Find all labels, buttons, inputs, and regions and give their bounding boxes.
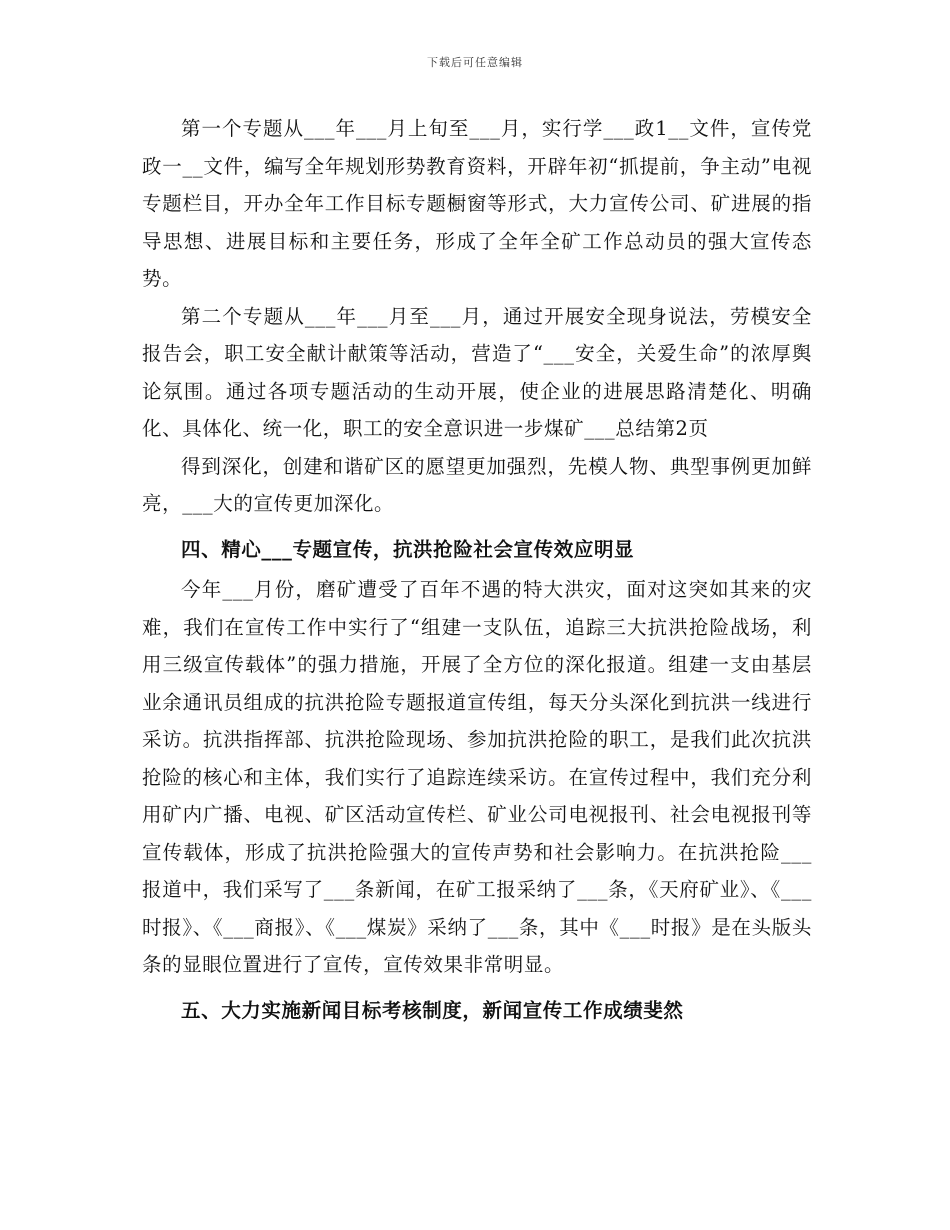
paragraph-topic-two: 第二个专题从___年___月至___月，通过开展安全现身说法，劳模安全报告会，职工安全献计献策等活动，营造了“___安全，关爱生命”的浓厚舆论氛围。通过各项专题活动的生动开展，使企业的进展思路清楚化、明确化、具体化、统一化，职工的安全意识进一步煤矿___总结第2页 (142, 304, 812, 440)
section-heading-four: 四、精心___专题宣传，抗洪抢险社会宣传效应明显 (181, 537, 635, 561)
paragraph-topic-one: 第一个专题从___年___月上旬至___月，实行学___政1__文件，宣传党政一__文件，编写全年规划形势教育资料，开辟年初“抓提前，争主动”电视专题栏目，开办全年工作目标专题橱窗等形式，大力宣传公司、矿进展的指导思想、进展目标和主要任务，形成了全年全矿工作总动员的强大宣传态势。 (142, 117, 812, 290)
section-heading-five: 五、大力实施新闻目标考核制度，新闻宣传工作成绩斐然 (181, 998, 684, 1022)
paragraph-continuation: 得到深化，创建和谐矿区的愿望更加强烈，先模人物、典型事例更加鲜亮，___大的宣传更加深化。 (142, 454, 812, 515)
document-body (142, 110, 812, 1032)
page-header: 下载后可任意编辑 (427, 56, 523, 69)
paragraph-section-four: 今年___月份，磨矿遭受了百年不遇的特大洪灾，面对这突如其来的灾难，我们在宣传工作中实行了“组建一支队伍，追踪三大抗洪抢险战场，利用三级宣传载体”的强力措施，开展了全方位的深化报道。组建一支由基层业余通讯员组成的抗洪抢险专题报道宣传组，每天分头深化到抗洪一线进行采访。抗洪指挥部、抗洪抢险现场、参加抗洪抢险的职工，是我们此次抗洪抢险的核心和主体，我们实行了追踪连续采访。在宣传过程中，我们充分利用矿内广播、电视、矿区活动宣传栏、矿业公司电视报刊、社会电视报刊等宣传载体，形成了抗洪抢险强大的宣传声势和社会影响力。在抗洪抢险___报道中，我们采写了___条新闻，在矿工报采纳了___条，《天府矿业》、《___时报》、《___商报》、《___煤炭》采纳了___条，其中《___时报》是在头版头条的显眼位置进行了宣传，宣传效果非常明显。 (142, 578, 812, 976)
